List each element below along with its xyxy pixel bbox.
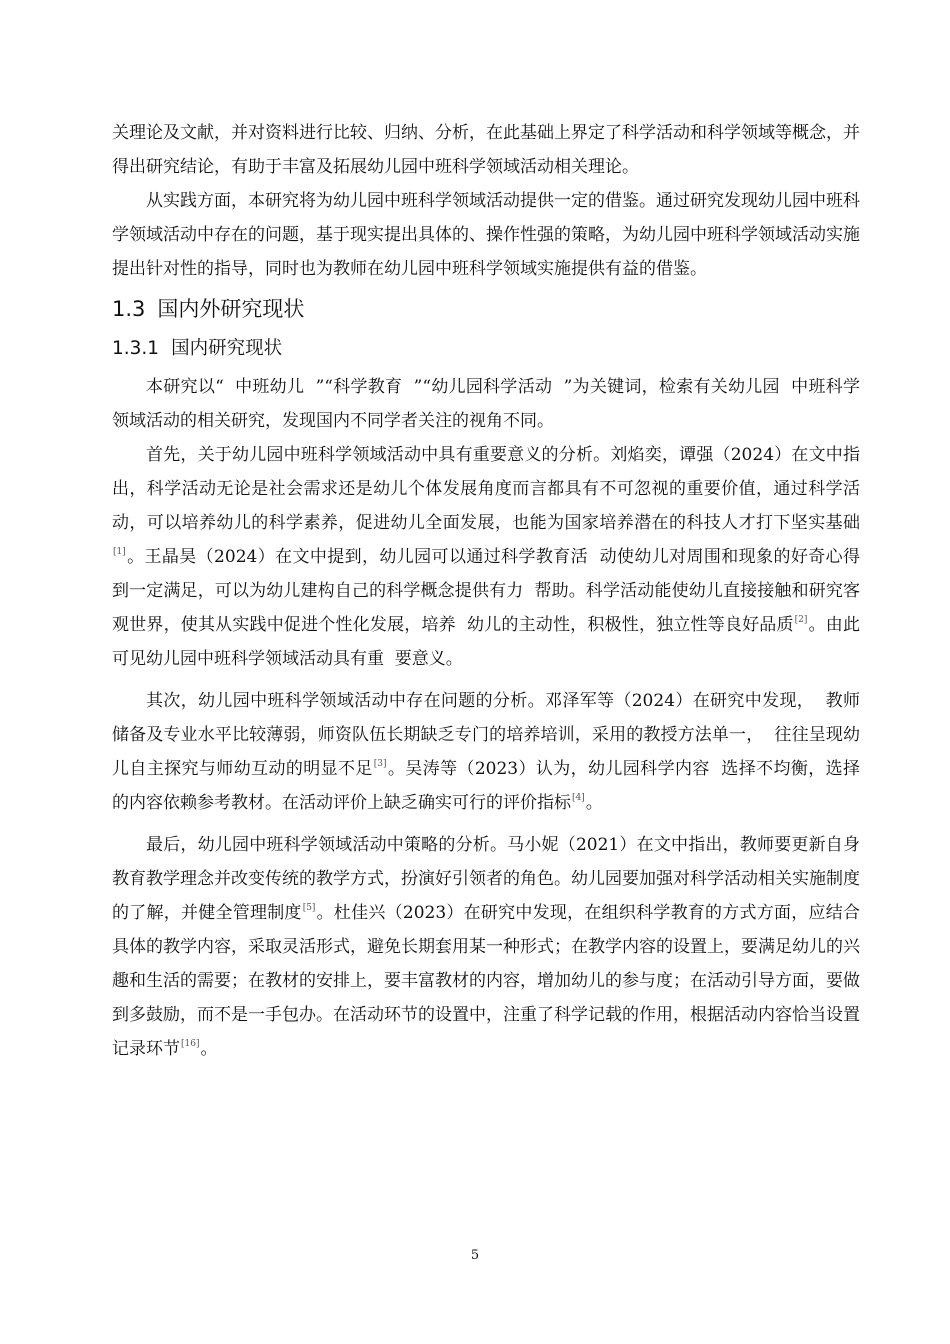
- text-run: 最后，幼儿园中班科学领域活动中策略的分析。马小妮（2021）在文中指出，教师要更新自身教育教学理念并改变传统的教学方式，扮演好引领者的角色。幼儿园要加强对科学活动相关实施制度的了解，并健全管理制度: [112, 835, 860, 923]
- citation-16[interactable]: [16]: [181, 1039, 200, 1049]
- paragraph-problems: [112, 684, 860, 820]
- citation-4[interactable]: [4]: [572, 793, 585, 803]
- subsection-title: 国内研究现状: [171, 338, 283, 359]
- paragraph-significance: [112, 438, 860, 676]
- text-run: 。: [585, 793, 603, 813]
- subsection-number: 1.3.1: [112, 338, 160, 359]
- page-number: 5: [470, 1248, 480, 1263]
- citation-2[interactable]: [2]: [794, 615, 808, 625]
- section-number: 1.3: [112, 297, 146, 321]
- citation-1[interactable]: [1]: [113, 547, 126, 557]
- body-text: [112, 116, 860, 1066]
- paragraph-strategies: [112, 828, 860, 1066]
- text-run: 。由此可见幼儿园中班科学领域活动具有重 要意义。: [112, 615, 860, 669]
- text-run: 。吴涛等（2023）认为，幼儿园科学内容 选择不均衡，选择的内容依赖参考教材。在活动评价上缺乏确实可行的评价指标: [112, 759, 860, 813]
- paragraph-practice: 从实践方面，本研究将为幼儿园中班科学领域活动提供一定的借鉴。通过研究发现幼儿园中班科学领域活动中存在的问题，基于现实提出具体的、操作性强的策略，为幼儿园中班科学领域活动实施提出针对性的指导，同时也为教师在幼儿园中班科学领域实施提供有益的借鉴。: [112, 191, 860, 279]
- text-run: 首先，关于幼儿园中班科学领域活动中具有重要意义的分析。刘焰奕，谭强（2024）在文中指出，科学活动无论是社会需求还是幼儿个体发展角度而言都具有不可忽视的重要价值，通过科学活动，可以培养幼儿的科学素养，促进幼儿全面发展，也能为国家培养潜在的科技人才打下坚实基础: [112, 445, 860, 533]
- text-run: 。王晶昊（2024）在文中提到，幼儿园可以通过科学教育活 动使幼儿对周围和现象的好奇心得到一定满足，可以为幼儿建构自己的科学概念提供有力 帮助。科学活动能使幼儿直接接触和研究客观世界，使其从实践中促进个性化发展，培养 幼儿的主动性，积极性，独立性等良好品质: [112, 547, 860, 635]
- paragraph-continued: 关理论及文献，并对资料进行比较、归纳、分析，在此基础上界定了科学活动和科学领域等概念，并得出研究结论，有助于丰富及拓展幼儿园中班科学领域活动相关理论。: [112, 123, 860, 177]
- citation-5[interactable]: [5]: [302, 903, 316, 913]
- citation-3[interactable]: [3]: [373, 759, 387, 769]
- subsection-heading: [112, 334, 860, 364]
- section-title: 国内外研究现状: [157, 297, 305, 321]
- paragraph-intro: 本研究以“ 中班幼儿 ”“科学教育 ”“幼儿园科学活动 ”为关键词，检索有关幼儿园 中班科学领域活动的相关研究，发现国内不同学者关注的视角不同。: [112, 377, 860, 431]
- section-heading: [112, 294, 860, 324]
- text-run: 。: [200, 1039, 218, 1059]
- text-run: 。杜佳兴（2023）在研究中发现，在组织科学教育的方式方面，应结合具体的教学内容，采取灵活形式，避免长期套用某一种形式；在教学内容的设置上，要满足幼儿的兴趣和生活的需要；在教材的安排上，要丰富教材的内容，增加幼儿的参与度；在活动引导方面，要做到多鼓励，而不是一手包办。在活动环节的设置中，注重了科学记载的作用，根据活动内容恰当设置记录环节: [112, 903, 861, 1059]
- text-run: 其次，幼儿园中班科学领域活动中存在问题的分析。邓泽军等（2024）在研究中发现， 教师储备及专业水平比较薄弱，师资队伍长期缺乏专门的培养培训，采用的教授方法单一， 往往呈现幼儿自主探究与师幼互动的明显不足: [112, 691, 860, 779]
